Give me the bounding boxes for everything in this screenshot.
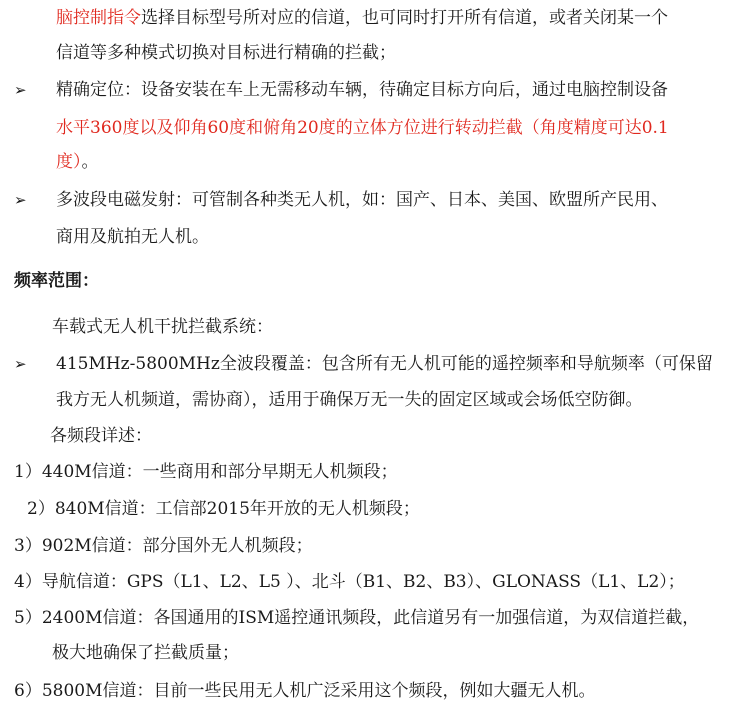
list-item: 3）902M信道：部分国外无人机频段； xyxy=(14,536,313,556)
list-item-continuation: 极大地确保了拦截质量； xyxy=(52,643,239,663)
list-item: 6）5800M信道：目前一些民用无人机广泛采用这个频段，例如大疆无人机。 xyxy=(14,681,596,701)
text-line: 车载式无人机干扰拦截系统： xyxy=(52,317,273,337)
text-line: 415MHz-5800MHz全波段覆盖：包含所有无人机可能的遥控频率和导航频率（可保留 xyxy=(56,354,713,374)
list-item: 4）导航信道：GPS（L1、L2、L5 ）、北斗（B1、B2、B3）、GLONASS（L1、L2）； xyxy=(14,572,685,592)
text-line: 各频段详述： xyxy=(50,426,152,446)
text-line: 度）。 xyxy=(56,152,99,172)
highlighted-text: 脑控制指令 xyxy=(56,8,141,28)
section-heading: 频率范围： xyxy=(14,271,99,291)
bullet-arrow-icon: ➢ xyxy=(14,355,27,373)
text-line: 我方无人机频道，需协商），适用于确保万无一失的固定区域或会场低空防御。 xyxy=(56,390,643,410)
text-line: 信道等多种模式切换对目标进行精确的拦截； xyxy=(56,43,396,63)
text-line: 多波段电磁发射：可管制各种类无人机，如：国产、日本、美国、欧盟所产民用、 xyxy=(56,190,668,210)
text-line: 精确定位：设备安装在车上无需移动车辆，待确定目标方向后，通过电脑控制设备 xyxy=(56,80,668,100)
text-line: 商用及航拍无人机。 xyxy=(56,227,209,247)
bullet-arrow-icon: ➢ xyxy=(14,191,27,209)
bullet-arrow-icon: ➢ xyxy=(14,81,27,99)
highlighted-text: 水平360度以及仰角60度和俯角20度的立体方位进行转动拦截（角度精度可达0.1 xyxy=(56,118,669,138)
text-line: 脑控制指令选择目标型号所对应的信道，也可同时打开所有信道，或者关闭某一个 xyxy=(56,8,668,28)
list-item: 2）840M信道：工信部2015年开放的无人机频段； xyxy=(27,499,420,519)
list-item: 5）2400M信道：各国通用的ISM遥控通讯频段，此信道另有一加强信道，为双信道拦截， xyxy=(14,608,700,628)
highlighted-text: 度） xyxy=(56,152,82,172)
list-item: 1）440M信道：一些商用和部分早期无人机频段； xyxy=(14,462,398,482)
